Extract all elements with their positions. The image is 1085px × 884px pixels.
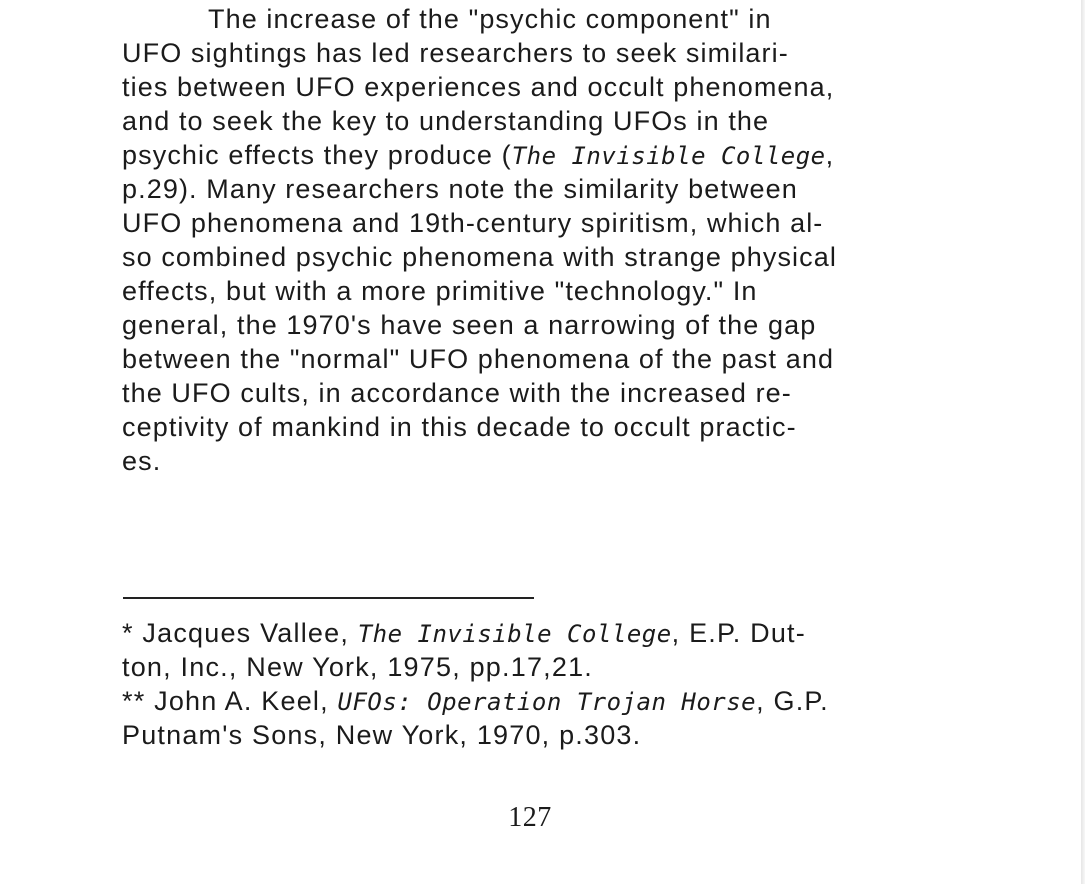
footnote [122,616,944,684]
page-edge-shadow [1081,0,1085,884]
paragraph-line: the UFO cults, in accordance with the increased re- [122,378,792,408]
paragraph-line: ceptivity of mankind in this decade to occult practic- [122,412,797,442]
footnote-line: * Jacques Vallee, The Invisible College, E.P. Dut- [122,618,806,648]
paragraph-line: psychic effects they produce (The Invisible College, [122,140,835,170]
book-title-citation: The Invisible College [511,142,826,170]
paragraph-line: UFO phenomena and 19th-century spiritism, which al- [122,208,824,238]
footnote [122,684,944,752]
paragraph-line: effects, but with a more primitive "technology." In [122,276,758,306]
footnote-book-title: The Invisible College [357,620,672,648]
paragraph-line: The increase of the "psychic component" in [208,4,772,34]
paragraph-line: es. [122,446,162,476]
paragraph-line: general, the 1970's have seen a narrowing of the gap [122,310,817,340]
body-paragraph [122,2,944,478]
footnote-book-title: UFOs: Operation Trojan Horse [337,688,757,716]
paragraph-line: UFO sightings has led researchers to seek similari- [122,38,789,68]
footnote-line: ** John A. Keel, UFOs: Operation Trojan Horse, G.P. [122,686,829,716]
paragraph-line: p.29). Many researchers note the similarity between [122,174,798,204]
footnote-line: Putnam's Sons, New York, 1970, p.303. [122,720,642,750]
footnote-divider [123,597,534,599]
paragraph-line: between the "normal" UFO phenomena of the past and [122,344,835,374]
paragraph-line: and to seek the key to understanding UFOs in the [122,106,770,136]
footnotes [122,616,944,752]
footnote-line: ton, Inc., New York, 1975, pp.17,21. [122,652,593,682]
paragraph-line: ties between UFO experiences and occult phenomena, [122,72,835,102]
page-number: 127 [508,802,552,833]
paragraph-line: so combined psychic phenomena with strange physical [122,242,837,272]
